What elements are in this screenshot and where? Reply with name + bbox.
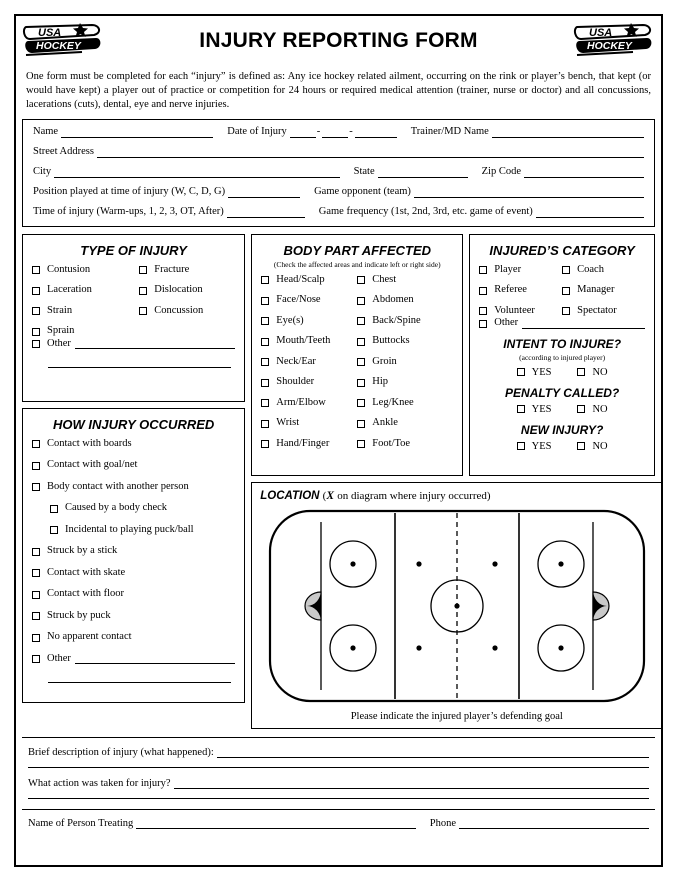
option-label: NO <box>592 440 608 452</box>
checkbox-icon[interactable] <box>261 379 269 387</box>
checkbox-laceration[interactable] <box>32 285 139 296</box>
checkbox-hand-finger[interactable] <box>261 439 357 450</box>
checkbox-new-injury-no[interactable] <box>577 441 607 452</box>
checkbox-icon[interactable] <box>32 634 40 642</box>
checkbox-abdomen[interactable] <box>357 295 453 306</box>
option-label: Body contact with another person <box>47 480 189 492</box>
checkbox-icon[interactable] <box>517 442 525 450</box>
checkbox-icon[interactable] <box>357 276 365 284</box>
option-label: No apparent contact <box>47 631 132 643</box>
usa-hockey-logo-right <box>573 21 655 61</box>
body-part-title: BODY PART AFFECTED <box>283 242 432 258</box>
time-of-injury-label: Time of injury (Warm-ups, 1, 2, 3, OT, After) <box>33 206 224 218</box>
checkbox-spectator[interactable] <box>562 306 645 317</box>
option-label: Chest <box>372 273 397 285</box>
checkbox-icon[interactable] <box>32 440 40 448</box>
date-day-input[interactable] <box>322 127 348 138</box>
brief-description-line2[interactable] <box>28 767 649 768</box>
checkbox-arm-elbow[interactable] <box>261 398 357 409</box>
checkbox-icon[interactable] <box>261 297 269 305</box>
option-label: NO <box>592 366 608 378</box>
checkbox-strain[interactable] <box>32 306 139 317</box>
info-row-name: Name Date of Injury - - Trainer/MD Name <box>33 127 644 138</box>
svg-text:HOCKEY: HOCKEY <box>36 40 81 52</box>
option-label: Other <box>47 652 71 664</box>
person-treating-input[interactable] <box>136 818 415 829</box>
checkbox-category-other[interactable] <box>479 318 645 329</box>
checkbox-shoulder[interactable] <box>261 377 357 388</box>
type-of-injury-title: TYPE OF INJURY <box>80 242 187 258</box>
checkbox-intent-yes[interactable] <box>517 367 552 378</box>
trainer-md-label: Trainer/MD Name <box>410 126 489 138</box>
checkbox-icon[interactable] <box>261 420 269 428</box>
body-part-note: (Check the affected areas and indicate left or right side) <box>273 259 441 269</box>
checkbox-leg-knee[interactable] <box>357 398 453 409</box>
new-injury-yes-no[interactable] <box>479 441 645 452</box>
how-other-input-line2[interactable] <box>48 672 231 683</box>
option-label: Incidental to playing puck/ball <box>65 523 194 535</box>
option-label: Contact with boards <box>47 437 132 449</box>
checkbox-icon[interactable] <box>261 440 269 448</box>
option-label: Head/Scalp <box>276 273 325 285</box>
checkbox-caused-by-body-check[interactable] <box>50 503 235 514</box>
option-label: Wrist <box>276 417 300 429</box>
position-input[interactable] <box>228 187 300 198</box>
option-label: Other <box>47 337 71 349</box>
option-label: Laceration <box>47 284 92 296</box>
checkbox-incidental-playing-puck[interactable] <box>50 525 235 536</box>
checkbox-chest[interactable] <box>357 275 453 286</box>
injured-category-col2 <box>562 265 645 319</box>
body-part-panel <box>251 234 463 476</box>
option-label: NO <box>592 403 608 415</box>
checkbox-icon[interactable] <box>32 340 40 348</box>
checkbox-player[interactable] <box>479 265 562 276</box>
checkbox-icon[interactable] <box>32 655 40 663</box>
checkbox-body-contact-person[interactable] <box>32 482 235 493</box>
checkbox-buttocks[interactable] <box>357 336 453 347</box>
checkbox-concussion[interactable] <box>139 306 235 317</box>
option-label: Eye(s) <box>276 314 304 326</box>
option-label: Struck by a stick <box>47 545 118 557</box>
checkbox-icon[interactable] <box>562 287 570 295</box>
option-label: Neck/Ear <box>276 355 316 367</box>
intent-yes-no[interactable] <box>479 367 645 378</box>
option-label: Strain <box>47 304 73 316</box>
penalty-yes-no[interactable] <box>479 404 645 415</box>
name-input[interactable] <box>61 127 213 138</box>
location-footer: Please indicate the injured player’s defending goal <box>350 710 563 722</box>
checkbox-icon[interactable] <box>577 405 585 413</box>
checkbox-icon[interactable] <box>139 287 147 295</box>
checkbox-dislocation[interactable] <box>139 285 235 296</box>
info-row-position <box>33 187 644 198</box>
action-taken-input[interactable] <box>174 778 649 789</box>
brief-description-input[interactable] <box>217 747 649 758</box>
svg-text:USA: USA <box>589 27 613 39</box>
checkbox-type-other[interactable] <box>32 339 235 350</box>
game-frequency-input[interactable] <box>536 207 644 218</box>
option-label: Dislocation <box>154 284 203 296</box>
option-label: Player <box>494 263 522 275</box>
checkbox-penalty-no[interactable] <box>577 404 607 415</box>
checkbox-icon[interactable] <box>577 368 585 376</box>
checkbox-icon[interactable] <box>32 462 40 470</box>
checkbox-coach[interactable] <box>562 265 645 276</box>
checkbox-icon[interactable] <box>479 287 487 295</box>
option-label: Foot/Toe <box>372 437 411 449</box>
checkbox-volunteer[interactable] <box>479 306 562 317</box>
checkbox-face-nose[interactable] <box>261 295 357 306</box>
injured-category-col1 <box>479 265 562 319</box>
intent-title: INTENT TO INJURE? <box>503 336 622 351</box>
body-part-col1 <box>261 275 357 452</box>
checkbox-groin[interactable] <box>357 357 453 368</box>
checkbox-icon[interactable] <box>357 338 365 346</box>
checkbox-icon[interactable] <box>261 338 269 346</box>
bottom-divider <box>22 809 655 810</box>
checkbox-icon[interactable] <box>139 307 147 315</box>
person-treating-label: Name of Person Treating <box>28 817 134 829</box>
checkbox-contusion[interactable] <box>32 265 139 276</box>
option-label: Shoulder <box>276 376 315 388</box>
option-label: Mouth/Teeth <box>276 335 331 347</box>
checkbox-icon[interactable] <box>32 569 40 577</box>
option-label: Volunteer <box>494 304 535 316</box>
street-address-input[interactable] <box>97 147 644 158</box>
checkbox-icon[interactable] <box>50 526 58 534</box>
svg-text:HOCKEY: HOCKEY <box>587 40 632 52</box>
checkbox-icon[interactable] <box>261 276 269 284</box>
checkbox-icon[interactable] <box>32 287 40 295</box>
info-row-city <box>33 167 644 178</box>
checkbox-icon[interactable] <box>517 368 525 376</box>
penalty-title: PENALTY CALLED? <box>505 385 620 400</box>
checkbox-ankle[interactable] <box>357 418 453 429</box>
position-label: Position played at time of injury (W, C, D, G) <box>33 186 226 198</box>
checkbox-penalty-yes[interactable] <box>517 404 552 415</box>
injured-category-title: INJURED’S CATEGORY <box>489 242 635 258</box>
checkbox-contact-floor[interactable] <box>32 589 235 600</box>
option-label: Spectator <box>577 304 617 316</box>
option-label: Other <box>494 317 519 329</box>
checkbox-new-injury-yes[interactable] <box>517 441 552 452</box>
category-other-input[interactable] <box>522 319 645 329</box>
checkbox-icon[interactable] <box>261 317 269 325</box>
option-label: Buttocks <box>372 335 410 347</box>
svg-text:USA: USA <box>38 27 62 39</box>
checkbox-icon[interactable] <box>562 307 570 315</box>
checkbox-icon[interactable] <box>32 266 40 274</box>
option-label: Hand/Finger <box>276 437 330 449</box>
bottom-section <box>22 737 655 829</box>
usa-hockey-logo-left <box>22 21 104 61</box>
action-taken-label: What action was taken for injury? <box>28 777 171 789</box>
checkbox-how-other[interactable] <box>32 654 235 665</box>
checkbox-head-scalp[interactable] <box>261 275 357 286</box>
time-of-injury-input[interactable] <box>227 207 305 218</box>
checkbox-icon[interactable] <box>32 328 40 336</box>
checkbox-icon[interactable] <box>479 307 487 315</box>
checkbox-icon[interactable] <box>261 358 269 366</box>
checkbox-icon[interactable] <box>357 420 365 428</box>
checkbox-icon[interactable] <box>50 505 58 513</box>
option-label: Abdomen <box>372 294 414 306</box>
phone-input[interactable] <box>459 818 649 829</box>
intent-note: (according to injured player) <box>519 352 606 362</box>
option-label: Contact with goal/net <box>47 459 138 471</box>
street-address-label: Street Address <box>33 146 94 158</box>
checkbox-icon[interactable] <box>357 399 365 407</box>
option-label: Ankle <box>372 417 398 429</box>
checkbox-icon[interactable] <box>32 591 40 599</box>
location-x-mark: X <box>326 489 335 502</box>
option-label: Concussion <box>154 304 204 316</box>
how-injury-occurred-title: HOW INJURY OCCURRED <box>52 416 215 432</box>
option-label: Groin <box>372 355 397 367</box>
checkbox-eyes[interactable] <box>261 316 357 327</box>
checkbox-contact-boards[interactable] <box>32 439 235 450</box>
checkbox-neck-ear[interactable] <box>261 357 357 368</box>
checkbox-icon[interactable] <box>357 297 365 305</box>
date-year-input[interactable] <box>355 127 397 138</box>
checkbox-icon[interactable] <box>357 440 365 448</box>
checkbox-icon[interactable] <box>139 266 147 274</box>
right-column <box>469 234 655 729</box>
city-label: City <box>33 166 52 178</box>
page-title: INJURY REPORTING FORM <box>199 29 478 52</box>
checkbox-icon[interactable] <box>32 548 40 556</box>
date-month-input[interactable] <box>290 127 316 138</box>
left-column <box>22 234 245 729</box>
checkbox-foot-toe[interactable] <box>357 439 453 450</box>
option-label: Back/Spine <box>372 314 421 326</box>
new-injury-title: NEW INJURY? <box>520 422 604 437</box>
zip-input[interactable] <box>524 167 644 178</box>
checkbox-struck-by-puck[interactable] <box>32 611 235 622</box>
city-input[interactable] <box>54 167 340 178</box>
zip-label: Zip Code <box>481 166 521 178</box>
checkbox-wrist[interactable] <box>261 418 357 429</box>
state-input[interactable] <box>378 167 468 178</box>
checkbox-struck-by-stick[interactable] <box>32 546 235 557</box>
option-label: Struck by puck <box>47 609 111 621</box>
injured-category-panel <box>469 234 655 476</box>
location-title-rest: on diagram where injury occurred) <box>337 489 491 502</box>
checkbox-icon[interactable] <box>577 442 585 450</box>
body-part-col2 <box>357 275 453 452</box>
option-label: Contact with floor <box>47 588 124 600</box>
game-frequency-label: Game frequency (1st, 2nd, 3rd, etc. game of event) <box>318 206 533 218</box>
checkbox-fracture[interactable] <box>139 265 235 276</box>
phone-label: Phone <box>429 817 456 829</box>
checkbox-sprain[interactable] <box>32 326 139 337</box>
checkbox-icon[interactable] <box>32 483 40 491</box>
checkbox-icon[interactable] <box>562 266 570 274</box>
checkbox-icon[interactable] <box>479 320 487 328</box>
game-opponent-label: Game opponent (team) <box>314 186 411 198</box>
checkbox-icon[interactable] <box>357 358 365 366</box>
checkbox-icon[interactable] <box>479 266 487 274</box>
option-label: Sprain <box>47 325 75 337</box>
date-of-injury-label: Date of Injury <box>227 126 287 138</box>
option-label: Arm/Elbow <box>276 396 326 408</box>
checkbox-contact-skate[interactable] <box>32 568 235 579</box>
person-treating-row <box>22 818 655 829</box>
type-of-injury-col2 <box>139 265 235 339</box>
checkbox-icon[interactable] <box>517 405 525 413</box>
checkbox-icon[interactable] <box>32 307 40 315</box>
checkbox-icon[interactable] <box>32 612 40 620</box>
checkbox-intent-no[interactable] <box>577 367 607 378</box>
checkbox-icon[interactable] <box>261 399 269 407</box>
option-label: Referee <box>494 284 527 296</box>
how-other-input[interactable] <box>75 654 235 664</box>
name-label: Name <box>33 126 59 138</box>
checkbox-manager[interactable] <box>562 285 645 296</box>
type-of-injury-col1 <box>32 265 139 339</box>
option-label: Manager <box>577 284 615 296</box>
brief-description-row <box>22 747 655 758</box>
trainer-md-input[interactable] <box>492 127 644 138</box>
option-label: Contusion <box>47 263 91 275</box>
option-label: Face/Nose <box>276 294 321 306</box>
type-other-input-line2[interactable] <box>48 357 231 368</box>
checkbox-back-spine[interactable] <box>357 316 453 327</box>
type-of-injury-panel <box>22 234 245 402</box>
player-info-box <box>22 119 655 227</box>
info-row-street <box>33 147 644 158</box>
location-title-label: LOCATION <box>260 489 320 502</box>
checkbox-referee[interactable] <box>479 285 562 296</box>
checkbox-contact-goal-net[interactable] <box>32 460 235 471</box>
action-taken-row <box>22 778 655 789</box>
option-label: Coach <box>577 263 604 275</box>
option-label: YES <box>531 440 552 452</box>
intro-text: One form must be completed for each “injury” is defined as: Any ice hockey related ailment, occurring on the rink or player’s bench, that kept (or would have kept) a player out of practice or competition for 24 hours or required medical attention (trainer, nurse or doctor) and all concussions, lacerations (cuts), dental, eye and nerve injuries. <box>26 71 651 110</box>
checkbox-hip[interactable] <box>357 377 453 388</box>
main-sections <box>22 234 655 729</box>
option-label: YES <box>531 403 552 415</box>
option-label: Contact with skate <box>47 566 126 578</box>
location-title: LOCATION (X on diagram where injury occurred) <box>260 489 491 502</box>
option-label: Hip <box>372 376 389 388</box>
checkbox-no-apparent-contact[interactable] <box>32 632 235 643</box>
checkbox-icon[interactable] <box>357 379 365 387</box>
how-injury-occurred-panel <box>22 408 245 703</box>
info-row-time <box>33 207 644 218</box>
checkbox-mouth-teeth[interactable] <box>261 336 357 347</box>
type-other-input[interactable] <box>75 339 235 349</box>
option-label: Fracture <box>154 263 190 275</box>
form-header <box>22 18 655 64</box>
option-label: Caused by a body check <box>65 502 168 514</box>
option-label: YES <box>531 366 552 378</box>
action-taken-line2[interactable] <box>28 798 649 799</box>
state-label: State <box>353 166 375 178</box>
checkbox-icon[interactable] <box>357 317 365 325</box>
game-opponent-input[interactable] <box>414 187 644 198</box>
brief-description-label: Brief description of injury (what happened): <box>28 746 214 758</box>
option-label: Leg/Knee <box>372 396 414 408</box>
